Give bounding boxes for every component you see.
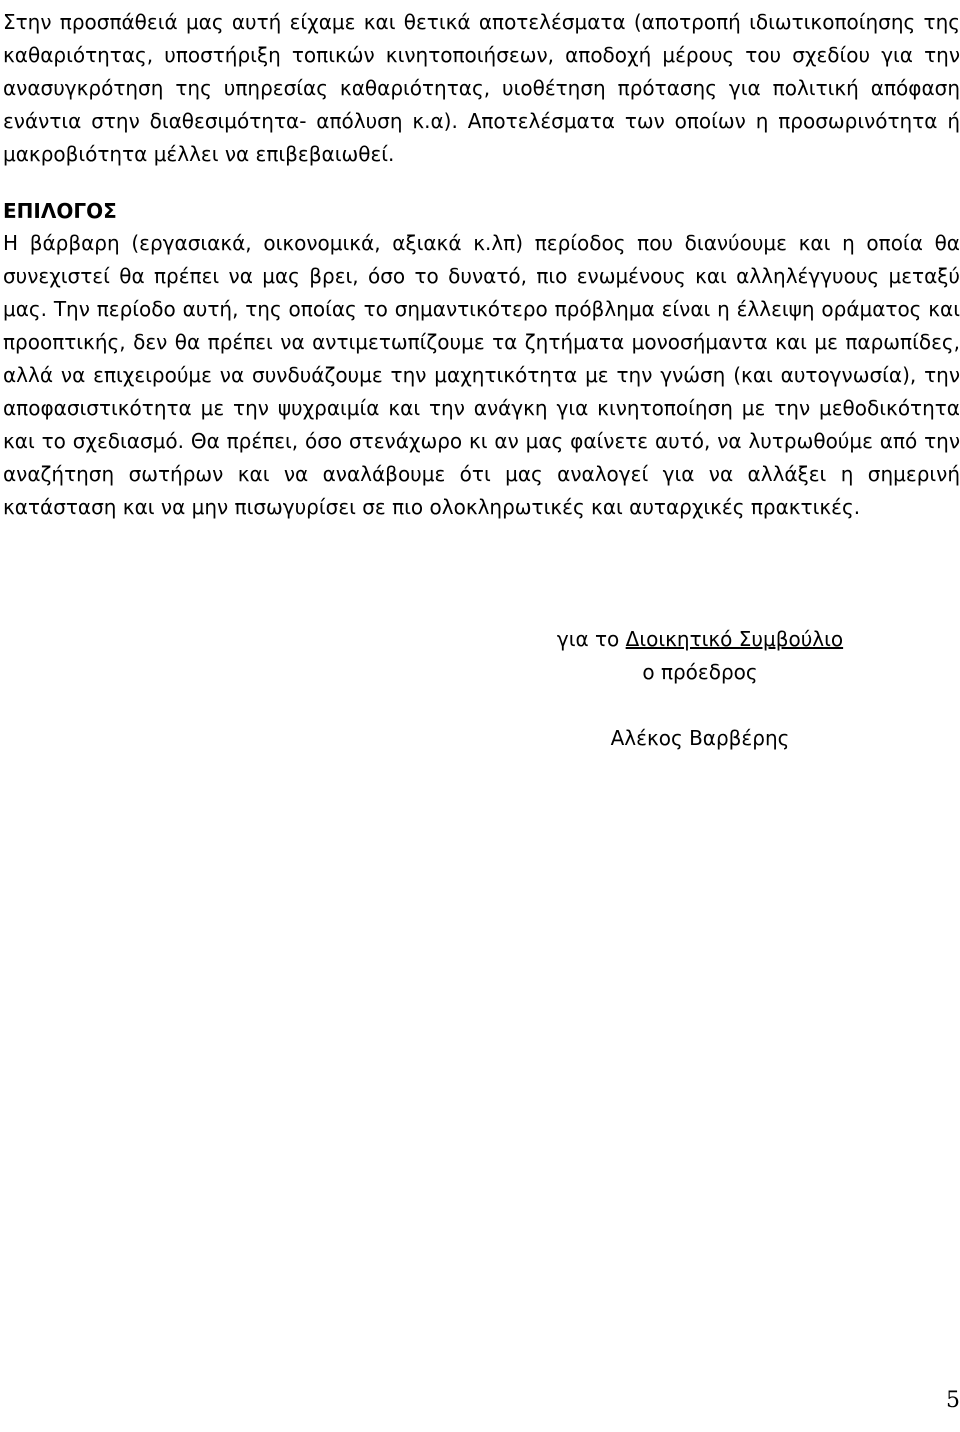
signature-title: ο πρόεδρος (642, 660, 758, 684)
signature-board-name: Διοικητικό Συμβούλιο (625, 627, 844, 651)
section-heading: ΕΠΙΛΟΓΟΣ (3, 199, 117, 223)
signature-name: Αλέκος Βαρβέρης (610, 726, 790, 750)
signature-for-prefix: για το (556, 627, 626, 651)
intro-paragraph: Στην προσπάθειά μας αυτή είχαμε και θετικά αποτελέσματα (αποτροπή ιδιωτικοποίησης της καθαριότητας, υποστήριξη τοπικών κινητοποιήσεων, αποδοχή μέρους του σχεδίου για την ανασυγκρότηση της υπηρεσίας καθαριότητας, υιοθέτηση πρότασης για πολιτική απόφαση ενάντια στην διαθεσιμότητα- απόλυση κ.α). Αποτελέσματα των οποίων η προσωρινότητα ή μακροβιότητα μέλλει να επιβεβαιωθεί. (3, 10, 960, 166)
signature-for-line (520, 623, 880, 656)
epilogue-paragraph: Η βάρβαρη (εργασιακά, οικονομικά, αξιακά κ.λπ) περίοδος που διανύουμε και η οποία θα συνεχιστεί θα πρέπει να μας βρει, όσο το δυνατό, πιο ενωμένους και αλληλέγγυους μεταξύ μας. Την περίοδο αυτή, της οποίας το σημαντικότερο πρόβλημα είναι η έλλειψη οράματος και προοπτικής, δεν θα πρέπει να αντιμετωπίζουμε τα ζητήματα μονοσήμαντα και με παρωπίδες, αλλά να επιχειρούμε να συνδυάζουμε την μαχητικότητα με την γνώση (και αυτογνωσία), την αποφασιστικότητα με την ψυχραιμία και την ανάγκη για κινητοποίηση με την μεθοδικότητα και το σχεδιασμό. Θα πρέπει, όσο στενάχωρο κι αν μας φαίνετε αυτό, να λυτρωθούμε από την αναζήτηση σωτήρων και να αναλάβουμε ότι μας αναλογεί για να αλλάξει η σημερινή κατάσταση και να μην πισωγυρίσει σε πιο ολοκληρωτικές και αυταρχικές πρακτικές. (3, 231, 960, 519)
page-number: 5 (946, 1388, 960, 1413)
